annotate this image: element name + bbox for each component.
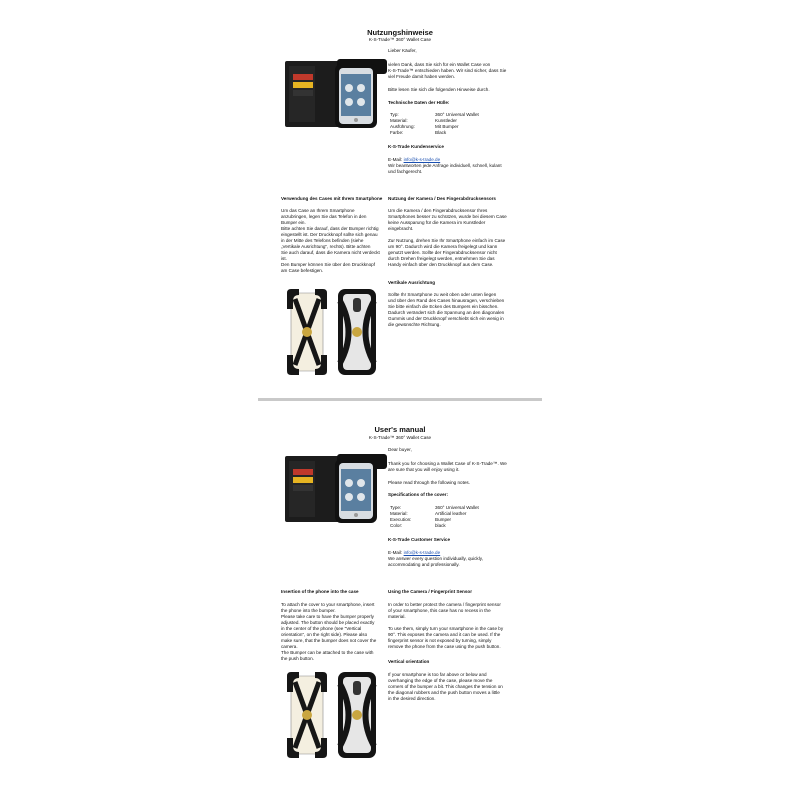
vertical-text-en: If your smartphone is too far above or below and overhanging the edge of the case, please move the corners of the bumper a bit. This changes the tension on the diagonal rubbers and the push button moves a little in the desired direction.: [388, 672, 503, 701]
insert-heading-de: Verwendung des Cases mit Ihrem Smartphone: [281, 196, 383, 201]
page-subtitle-en: K-S-Trade™ 360° Wallet Case: [368, 435, 432, 440]
read-note-de: Bitte lesen Sie sich die folgenden Hinweise durch.: [388, 87, 490, 92]
service-heading-en: K-S-Trade Customer Service: [388, 537, 451, 542]
insert-text-de: Um das Case an Ihrem Smartphone anzubringen, legen Sie das Telefon in den Bumper ein. Bitte achten Sie darauf, dass der Bumper richtig eingestellt ist. Der Druckknopf sollte sich genau in der Mitte des Telefons befinden (siehe „Vertikale Ausrichtung", rechts). Bitte achten Sie auch darauf, dass die Kamera nicht verdeckt ist. Den Bumper können Sie über den Druckknopf am Case befestigen.: [281, 208, 380, 273]
page-title-en: User's manual: [374, 425, 426, 434]
vertical-text-de: Sollte Ihr Smartphone zu weit oben oder unten liegen und über den Rand des Cases hinausragen, verschieben Sie bitte einfach die Ecken des Bumpers ein bisschen. Dadurch verändert sich die Spannung an den diagonalen Gummis und der Druckknopf verschiebt sich ein wenig in die gewünschte Richtung.: [388, 292, 505, 327]
spec-key: Typ:: [390, 112, 399, 117]
spec-key: Farbe:: [390, 130, 404, 135]
specs-heading-en: Specifications of the cover:: [388, 492, 448, 497]
greeting-de: Lieber Käufer,: [388, 48, 417, 53]
section-divider: [258, 398, 542, 401]
vertical-heading-en: Vertical orientation: [388, 659, 430, 664]
spec-value: Bumper: [435, 517, 452, 522]
specs-table-en: [390, 505, 479, 529]
spec-key: Color:: [390, 523, 403, 528]
bumper-back-image-en: [334, 670, 380, 760]
spec-key: Ausführung:: [390, 124, 415, 129]
spec-value: Black: [435, 130, 447, 135]
bumper-front-image-en: [285, 670, 329, 760]
email-link-en[interactable]: info@k-s-trade.de: [403, 550, 441, 555]
intro-de: vielen Dank, dass Sie sich für ein Wallet Case von K-S-Trade™ entschieden haben. Wir sind sicher, dass Sie viel Freude damit haben werden.: [388, 62, 507, 79]
insert-heading-en: Insertion of the phone into the case: [281, 589, 359, 594]
bumper-back-image-de: [334, 287, 380, 377]
spec-value: Mit Bumper: [435, 124, 459, 129]
email-label: E-Mail:: [388, 550, 404, 555]
specs-heading-de: Technische Daten der Hülle:: [388, 100, 450, 105]
service-heading-de: K-S-Trade Kundenservice: [388, 144, 444, 149]
page-title-de: Nutzungshinweise: [367, 28, 433, 37]
spec-key: Material:: [390, 511, 408, 516]
wallet-case-image-de: [283, 58, 387, 130]
camera-text-en: In order to better protect the camera / fingerprint sensor of your smartphone, this case has no recess in the material. To use them, simply turn your smartphone in the case by 90°. This exposes the camera and it can be used. If the fingerprint sensor is not exposed by turning, simply remove the phone from the case using the push button.: [388, 602, 504, 649]
intro-en: Thank you for choosing a Wallet Case of K-S-Trade™. We are sure that you will enjoy using it.: [388, 461, 507, 472]
read-note-en: Please read through the following notes.: [388, 480, 470, 485]
spec-key: Type:: [390, 505, 402, 510]
spec-value: black: [435, 523, 446, 528]
spec-value: Kunstleder: [435, 118, 457, 123]
vertical-heading-de: Vertikale Ausrichtung: [388, 280, 436, 285]
wallet-case-image-en: [283, 453, 387, 525]
camera-heading-de: Nutzung der Kamera / Des Fingerabdrucksensors: [388, 196, 496, 201]
spec-key: Material:: [390, 118, 408, 123]
spec-key: Execution:: [390, 517, 412, 522]
spec-value: Artificial leather: [435, 511, 467, 516]
page-subtitle-de: K-S-Trade™ 360° Wallet Case: [368, 37, 432, 42]
spec-value: 360° Universal Wallet: [435, 505, 479, 510]
camera-heading-en: Using the Camera / Fingerprint Sensor: [388, 589, 472, 594]
bumper-front-image-de: [285, 287, 329, 377]
specs-table-de: [390, 112, 479, 136]
service-text-de: Wir beantworten jede Anfrage individuell, schnell, kulant und fachgerecht.: [388, 163, 502, 174]
camera-text-de: Um die Kamera / den Fingerabdrucksensor Ihres Smartphones besser zu schützen, wurde bei diesem Case keine Aussparung für die Kamera im Kunstleder eingebracht. Zur Nutzung, drehen Sie Ihr Smartphone einfach im Case um 90°. Dadurch wird die Kamera freigelegt und kann genutzt werden. Sollte der Fingerabdrucksensor nicht durch Drehen freigelegt werden, entnehmen Sie das Handy einfach über den Druckknopf aus dem Case.: [388, 208, 507, 267]
email-link-de[interactable]: info@k-s-trade.de: [403, 157, 441, 162]
service-text-en: We answer every question individually, quickly, accommodating and professionally.: [388, 556, 483, 567]
insert-text-en: To attach the cover to your smartphone, insert the phone into the bumper. Please take care to have the bumper properly adjusted. The button should be placed exactly in the center of the phone (see "Vertical orientation", on the right side). Please also make sure, that the bumper does not cover the camera. The Bumper can be attached to the case with the push button.: [281, 602, 377, 661]
greeting-en: Dear buyer,: [388, 447, 412, 452]
spec-value: 360° Universal Wallet: [435, 112, 479, 117]
email-label: E-Mail:: [388, 157, 404, 162]
